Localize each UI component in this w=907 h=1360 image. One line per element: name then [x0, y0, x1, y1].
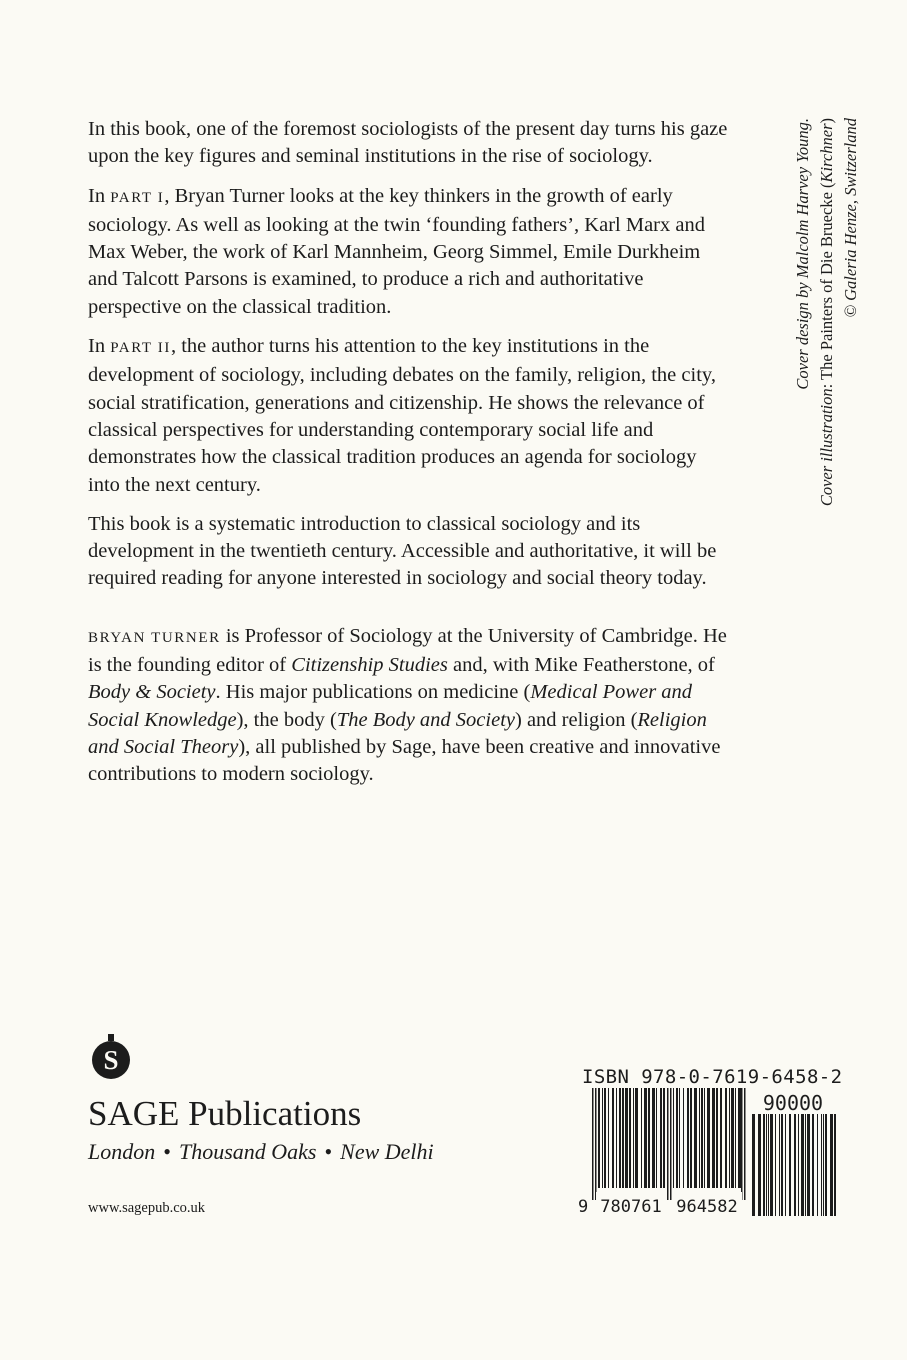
blurb-p2-lead: In — [88, 184, 106, 207]
city-new-delhi: New Delhi — [340, 1139, 434, 1164]
publisher-website: www.sagepub.co.uk — [88, 1200, 206, 1216]
city-thousand-oaks: Thousand Oaks — [178, 1139, 317, 1164]
publisher-cities — [88, 1138, 434, 1166]
bio-text-3: . His major publications on medicine ( — [215, 681, 531, 704]
barcode-end-digits: 964582 — [676, 1197, 738, 1216]
bio-text-4: ), the body ( — [236, 708, 337, 731]
blurb-paragraph-3 — [88, 333, 728, 499]
bio-title-body-and-society: The Body and Society — [336, 708, 515, 731]
price-code: 90000 — [762, 1091, 824, 1115]
credit-illustration: Cover illustration: The Painters of Die Bruecke (Kirchner) — [817, 118, 836, 507]
blurb-p2-text: , Bryan Turner looks at the key thinkers in the growth of early sociology. As well as looking at the twin ‘founding fathers’, Karl Marx and Max Weber, the work of Karl Mannheim, Georg Simmel, Emile Durkheim and Talcott Parsons is examined, to produce a rich and authoritative perspective on the classical tradition. — [88, 184, 705, 318]
barcode-lead-digit: 9 — [578, 1197, 589, 1216]
barcode-main-digits: 780761 — [600, 1197, 662, 1216]
sage-logo-icon — [88, 1030, 134, 1084]
publisher-name: SAGE Publications — [88, 1094, 362, 1133]
bio-title-body-society: Body & Society — [88, 681, 216, 704]
bio-title-religion: Religion and Social Theory — [88, 708, 707, 758]
credit-copyright: © Galeria Henze, Switzerland — [841, 118, 860, 318]
bio-text-6: ), all published by Sage, have been creative and innovative contributions to modern sociology. — [88, 735, 721, 786]
isbn-label: ISBN 978-0-7619-6458-2 — [582, 1066, 843, 1088]
bio-text-2: and, with Mike Featherstone, of — [447, 654, 715, 677]
city-london: London — [88, 1139, 156, 1164]
city-separator: • — [163, 1139, 171, 1164]
part-two-label: PART II — [110, 340, 171, 357]
blurb-p3-lead: In — [88, 335, 106, 358]
bio-text-5: ) and religion ( — [515, 708, 638, 731]
author-name: BRYAN TURNER — [88, 629, 221, 646]
blurb-paragraph-1: In this book, one of the foremost sociologists of the present day turns his gaze upon the key figures and seminal institutions in the rise of sociology. — [88, 118, 728, 168]
blurb-paragraph-4: This book is a systematic introduction to classical sociology and its development in the twentieth century. Accessible and authoritative, it will be required reading for anyone interested in sociology and social theory today. — [88, 512, 717, 590]
svg-text:S: S — [103, 1045, 119, 1075]
isbn-barcode — [574, 1088, 840, 1216]
author-bio — [88, 623, 728, 789]
bio-title-citizenship-studies: Citizenship Studies — [291, 654, 448, 677]
back-cover-blurb — [88, 116, 728, 801]
blurb-paragraph-2 — [88, 183, 728, 321]
city-separator: • — [324, 1139, 333, 1164]
bio-text-1: is Professor of Sociology at the University of Cambridge. He is the founding editor of — [88, 624, 727, 677]
blurb-p3-text: , the author turns his attention to the key institutions in the development of sociology, including debates on the family, religion, the city, social stratification, generations and citizenship. He shows the relevance of classical perspectives for understanding contemporary social life and demonstrates how the classical tradition produces an agenda for sociology into the next century. — [88, 335, 716, 496]
credit-design: Cover design by Malcolm Harvey Young. — [793, 118, 812, 390]
cover-credits — [791, 118, 879, 548]
bio-title-medical-power: Medical Power and Social Knowledge — [88, 681, 693, 731]
part-one-label: PART I — [110, 189, 165, 206]
